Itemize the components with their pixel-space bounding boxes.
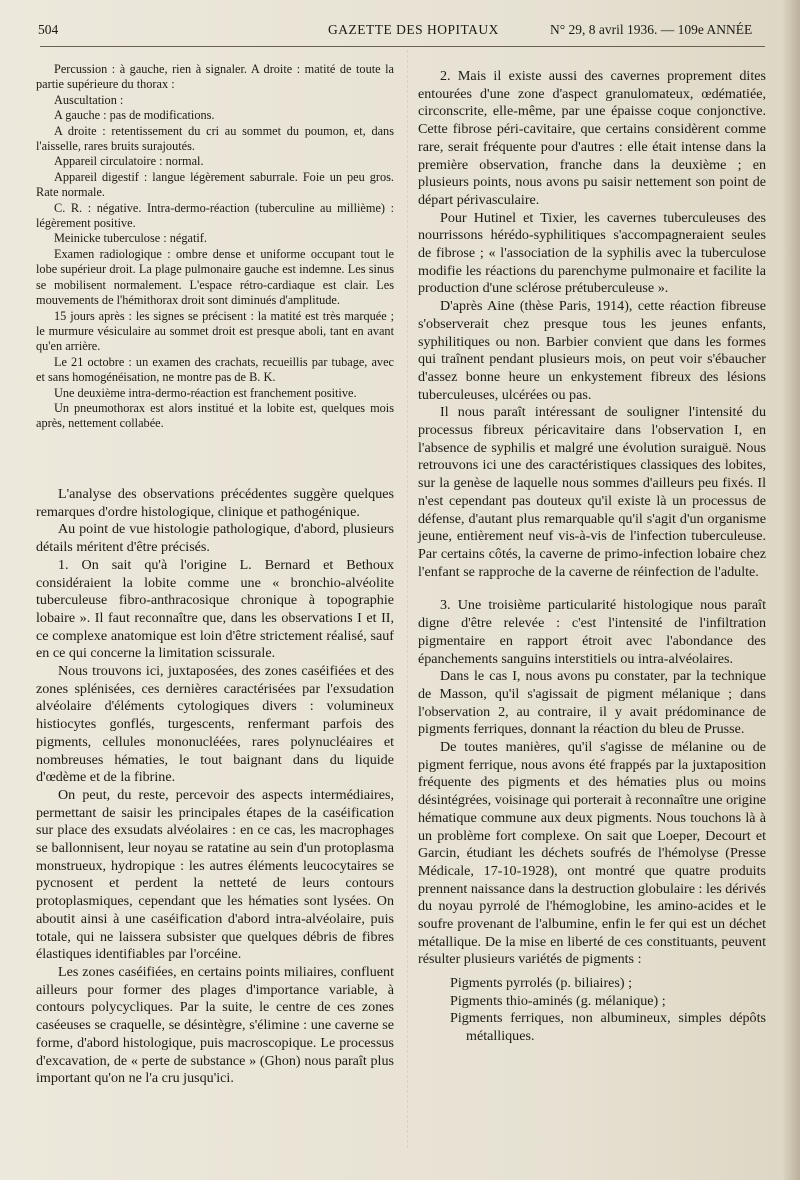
right-column-text: [418, 68, 766, 1045]
page-number: 504: [38, 22, 59, 37]
obs-paragraph: Meinicke tuberculose : négatif.: [54, 231, 207, 246]
issue-info: N° 29, 8 avril 1936. — 109e ANNÉE: [550, 22, 753, 37]
obs-paragraph: Appareil circulatoire : normal.: [54, 154, 204, 169]
page-edge-shadow: [782, 0, 800, 1180]
body-paragraph: D'après Aine (thèse Paris, 1914), cette réaction fibreuse s'observerait chez presque tous les jeunes enfants, syphilitiques ou non. Barbier convient que dans les formes qui traînent pendant plusieurs mois, on peut voir s'ébaucher d'assez bonne heure un enkystement fibreux des lésions tuberculeuses, ulcérées ou pas.: [418, 298, 766, 403]
analysis-paragraph: On peut, du reste, percevoir des aspects intermédiaires, permettant de saisir les principales étapes de la caséification sur place des exsudats alvéolaires : en ce cas, les macrophages se ballonnisent, leur noyau se ratatine au sein d'un protoplasma monstrueux, hydropique : les autres éléments leucocytaires se pycnosent et perdent la netteté de leurs contours protoplasmiques, cependant que les hématies sont lysées. On aboutit ainsi à une caséification d'abord intra-alvéolaire, puis totale, qui ne laissera subsister que quelques débris de fibres élastiques identifiables par l'orcéine.: [36, 786, 394, 963]
running-header: [38, 22, 768, 44]
list-item: Pigments pyrrolés (p. biliaires) ;: [450, 975, 633, 992]
analysis-paragraph: L'analyse des observations précédentes suggère quelques remarques d'ordre histologique, clinique et pathogénique.: [36, 486, 394, 520]
body-paragraph: Dans le cas I, nous avons pu constater, par la technique de Masson, qu'il s'agissait de pigment mélanique ; dans l'observation 2, au contraire, il y avait prédominance de pigments ferriques, donnant la réaction du bleu de Prusse.: [418, 668, 766, 738]
obs-paragraph: Un pneumothorax est alors institué et la lobite est, quelques mois après, nettement collabée.: [36, 400, 394, 431]
body-paragraph: Pour Hutinel et Tixier, les cavernes tuberculeuses des nourrissons hérédo-syphilitiques s'accompagneraient seules de fibrose ; « l'association de la syphilis avec la tuberculose modifie les réactions du parenchyme pulmonaire et facilite la production d'une sclérose prétuberculeuse ».: [418, 209, 766, 297]
obs-paragraph: Auscultation :: [54, 92, 124, 107]
observation-text: [36, 62, 394, 432]
column-divider: [407, 50, 408, 1148]
journal-title: GAZETTE DES HOPITAUX: [328, 22, 499, 37]
obs-paragraph: Examen radiologique : ombre dense et uniforme occupant tout le lobe supérieur droit. La plage pulmonaire gauche est indemne. Les sinus se mobilisent normalement. L'espace rétro-cardiaque est clair. Les mouvements de l'hémithorax droit sont diminués d'amplitude.: [36, 246, 394, 308]
pigments-list: [450, 975, 766, 1045]
list-item: Pigments ferriques, non albumineux, simples dépôts métalliques.: [450, 1010, 766, 1044]
analysis-text: [36, 486, 394, 1088]
obs-paragraph: C. R. : négative. Intra-dermo-réaction (tuberculine au millième) : légèrement positive.: [36, 200, 394, 231]
body-paragraph: Il nous paraît intéressant de souligner l'intensité du processus fibreux péricavitaire dans l'observation I, en l'absence de syphilis et malgré une évolution suraiguë. Nous retrouvons ici une des caractéristiques classiques des lobites, sur la genèse de laquelle nous sommes d'ailleurs peu fixés. Il n'est cependant pas douteux qu'il existe là un processus de défense, d'autant plus remarquable qu'il s'agit d'un organisme jeune, entièrement neuf vis-à-vis de l'infection tuberculeuse. Par certains côtés, la caverne de primo-infection lobaire chez l'enfant se rapproche de la caverne de réinfection de l'adulte.: [418, 404, 766, 580]
analysis-paragraph: Au point de vue histologie pathologique, d'abord, plusieurs détails méritent d'être précisés.: [36, 521, 394, 556]
obs-paragraph: Le 21 octobre : un examen des crachats, recueillis par tubage, avec et sans homogénéisation, ne montre pas de B. K.: [36, 354, 394, 385]
obs-paragraph: A droite : retentissement du cri au sommet du poumon, et, dans l'aisselle, rares bruits surajoutés.: [36, 123, 394, 154]
obs-paragraph: Une deuxième intra-dermo-réaction est franchement positive.: [54, 385, 357, 400]
analysis-paragraph: 1. On sait qu'à l'origine L. Bernard et Bethoux considéraient la lobite comme une « bronchio-alvéolite tuberculeuse fibro-anthracosique chronique à topographie lobaire ». Il faut reconnaître que, dans les observations I et II, ce complexe anatomique est loin d'être strictement réalisé, sauf en ce qui concerne la limitation scissurale.: [36, 556, 394, 662]
body-paragraph: 3. Une troisième particularité histologique nous paraît digne d'être relevée : c'est l'intensité de l'infiltration pigmentaire en rapport étroit avec l'abondance des épanchements sanguins interstitiels ou intra-alvéolaires.: [418, 597, 766, 667]
obs-paragraph: Appareil digestif : langue légèrement saburrale. Foie un peu gros. Rate normale.: [36, 169, 394, 200]
header-rule: [40, 46, 765, 47]
analysis-paragraph: Les zones caséifiées, en certains points miliaires, confluent ailleurs pour former des plages d'importance variable, à contours polycycliques. Par la suite, le centre de ces zones caséeuses se craquelle, se désintègre, s'élimine : une caverne se forme, d'abord histologique, puis macroscopique. Le processus d'excavation, de « perte de substance » (Ghon) nous paraît plus important qu'on ne l'a cru jusqu'ici.: [36, 963, 394, 1087]
obs-paragraph: Percussion : à gauche, rien à signaler. A droite : matité de toute la partie supérieure du thorax :: [36, 62, 394, 92]
paragraph-spacer: [418, 581, 766, 597]
body-paragraph: De toutes manières, qu'il s'agisse de mélanine ou de pigment ferrique, nous avons été frappés par la juxtaposition fréquente des pigments et des hématies plus ou moins désintégrées, voisinage qui porterait à reconnaître une origine hématique commune aux deux pigments. Nous touchons là à un problème fort complexe. On sait que Loeper, Decourt et Garcin, étudiant les déchets soufrés de l'hémolyse (Presse Médicale, 17-10-1928), ont montré que quatre produits prennent naissance dans la destruction globulaire : les dérivés du noyau pyrrolé de l'hémoglobine, les amino-acides et le soufre provenant de l'albumine, enfin le fer qui est un déchet métallique. De la mise en liberté de ces constituants, peuvent résulter plusieurs variétés de pigments :: [418, 739, 766, 968]
analysis-paragraph: Nous trouvons ici, juxtaposées, des zones caséifiées et des zones splénisées, ces dernières caractérisées par l'exsudation alvéolaire d'éléments cytologiques divers : volumineux histiocytes gonflés, turgescents, renfermant parfois des pigments, cellules mononucléées, rares polynucléaires et nombreuses hématies, le tout baignant dans du liquide d'œdème et de la fibrine.: [36, 663, 394, 786]
body-paragraph: 2. Mais il existe aussi des cavernes proprement dites entourées d'une zone d'aspect granulomateux, œdématiée, circonscrite, elle-même, par une épaisse coque conjonctive. Cette fibrose péri-cavitaire, que certains considèrent comme rare, serait fréquente pour d'autres : elle était intense dans la première observation, franche dans la deuxième ; en plusieurs points, nous avons pu saisir nettement son point de départ périvasculaire.: [418, 68, 766, 208]
list-item: Pigments thio-aminés (g. mélanique) ;: [450, 992, 666, 1009]
obs-paragraph: 15 jours après : les signes se précisent : la matité est très marquée ; le murmure vésiculaire au sommet droit est presque aboli, tant en avant qu'en arrière.: [36, 308, 394, 354]
obs-paragraph: A gauche : pas de modifications.: [54, 108, 215, 123]
